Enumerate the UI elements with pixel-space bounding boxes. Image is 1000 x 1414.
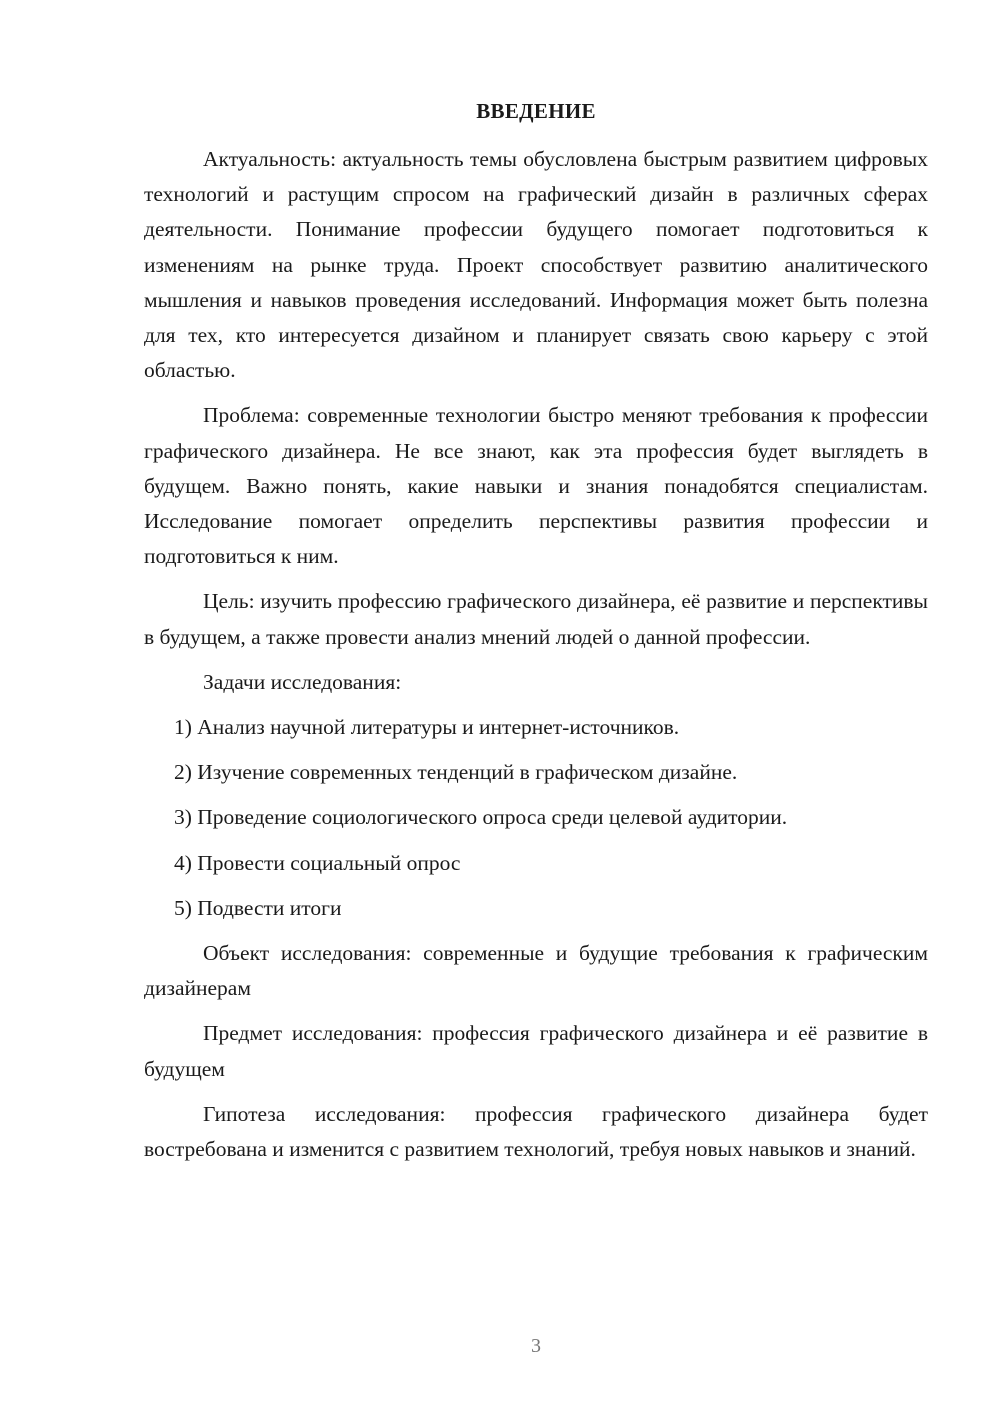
list-item: 2) Изучение современных тенденций в графическом дизайне. xyxy=(174,760,738,785)
page-number: 3 xyxy=(531,1335,541,1357)
list-item: 5) Подвести итоги xyxy=(174,895,342,920)
paragraph-goal: Цель: изучить профессию графического дизайнера, её развитие и перспективы в будущем, а также провести анализ мнений людей о данной профессии. xyxy=(144,589,928,649)
page-title: ВВЕДЕНИЕ xyxy=(476,99,596,123)
paragraph-subject: Предмет исследования: профессия графического дизайнера и её развитие в будущем xyxy=(144,1021,928,1081)
list-item: 3) Проведение социологического опроса среди целевой аудитории. xyxy=(174,805,788,830)
list-item: 4) Провести социальный опрос xyxy=(174,850,461,875)
paragraph-hypothesis: Гипотеза исследования: профессия графического дизайнера будет востребована и изменится с развитием технологий, требуя новых навыков и знаний. xyxy=(144,1101,928,1162)
paragraph-problem: Проблема: современные технологии быстро меняют требования к профессии графического дизайнера. Не все знают, как эта профессия будет выглядеть в будущем. Важно понять, какие навыки и знания понадобятся специалистам. Исследование помогает определить перспективы развития профессии и подготовиться к ним. xyxy=(144,403,928,569)
document-body xyxy=(144,142,928,1177)
tasks-list xyxy=(144,710,928,926)
tasks-heading: Задачи исследования: xyxy=(203,669,402,694)
list-item: 1) Анализ научной литературы и интернет-источников. xyxy=(174,715,680,740)
paragraph-relevance: Актуальность: актуальность темы обусловлена быстрым развитием цифровых технологий и растущим спросом на графический дизайн в различных сферах деятельности. Понимание профессии будущего помогает подготовиться к изменениям на рынке труда. Проект способствует развитию аналитического мышления и навыков проведения исследований. Информация может быть полезна для тех, кто интересуется дизайном и планирует связать свою карьеру с этой областью. xyxy=(144,147,928,383)
paragraph-object: Объект исследования: современные и будущие требования к графическим дизайнерам xyxy=(144,941,928,1001)
